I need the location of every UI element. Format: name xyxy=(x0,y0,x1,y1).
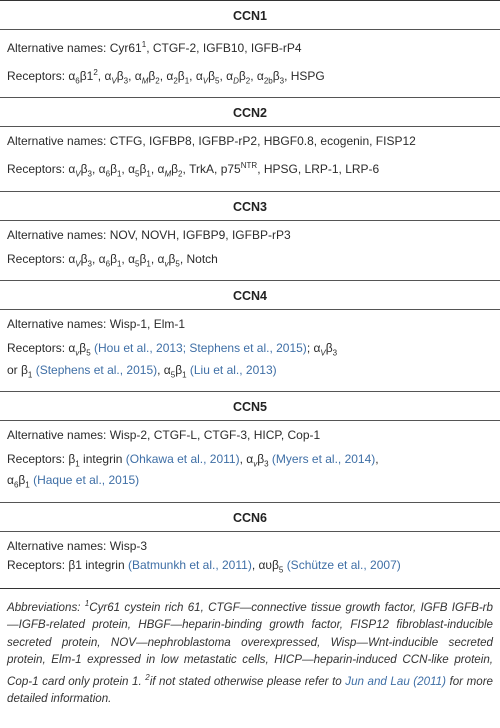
section-body xyxy=(0,310,500,391)
citation-link[interactable]: (Batmunkh et al., 2011) xyxy=(127,557,252,572)
citation-link[interactable]: Jun and Lau (2011) xyxy=(345,674,446,688)
section-body xyxy=(0,127,500,190)
citation-link[interactable]: (Myers et al., 2014) xyxy=(271,451,376,466)
alt-names-row: Alternative names: CTFG, IGFBP8, IGFBP-rP2, HBGF0.8, ecogenin, FISP12 xyxy=(7,134,416,149)
section-body xyxy=(0,421,500,502)
section-title: CCN1 xyxy=(0,0,500,30)
section-body xyxy=(0,532,500,588)
section-body xyxy=(0,30,500,97)
receptors-row: Receptors: $\alpha_V\beta_3$, $\alpha_6\beta_1$, $\alpha_5\beta_1$, $\alpha_v\beta_5$, Notch xyxy=(7,251,218,269)
alt-names-row: Alternative names: $Cyr61^1$, CTGF-2, IGFB10, IGFB-rP4 xyxy=(7,40,302,55)
citation-link[interactable]: (Liu et al., 2013) xyxy=(189,362,277,377)
section-title: CCN2 xyxy=(0,97,500,127)
alt-names-row: Alternative names: Wisp-3 xyxy=(7,538,148,553)
receptors-row: Receptors: $\alpha_v\beta_5$ (Hou et al., 2013; Stephens et al., 2015); $\alpha_V\beta_3$ or $\beta_1$ (Stephens et al., 2015), $\alpha_5\beta_1$ (Liu et al., 2013) xyxy=(7,341,338,379)
alt-names-row: Alternative names: NOV, NOVH, IGFBP9, IGFBP-rP3 xyxy=(7,227,291,242)
citation-link[interactable]: (Stephens et al., 2015) xyxy=(35,362,158,377)
citation-link[interactable]: (Schütze et al., 2007) xyxy=(286,557,401,572)
receptors-row: Receptors: $\alpha_6\beta 1^2$, $\alpha_V\beta_3$, $\alpha_M\beta_2$, $\alpha_2\beta_1$, $\alpha_V\beta_5$, $\alpha_D\beta_2$, $\alpha_{2b}\beta_3$, HSPG xyxy=(7,68,325,86)
citation-link[interactable]: (Haque et al., 2015) xyxy=(33,473,140,488)
citation-link[interactable]: (Hou et al., 2013; Stephens et al., 2015) xyxy=(94,341,307,356)
alt-names-row: Alternative names: Wisp-1, Elm-1 xyxy=(7,317,186,332)
section-body xyxy=(0,221,500,280)
section-title: CCN6 xyxy=(0,502,500,532)
alt-names-row: Alternative names: Wisp-2, CTGF-L, CTGF-3, HICP, Cop-1 xyxy=(7,427,321,442)
section-title: CCN3 xyxy=(0,191,500,221)
section-title: CCN5 xyxy=(0,391,500,421)
receptors-row: Receptors: β1 integrin (Batmunkh et al., 2011), αυβ$_5$ (Schütze et al., 2007) xyxy=(7,557,401,575)
receptors-row: Receptors: $\alpha_V\beta_3$, $\alpha_6\beta_1$, $\alpha_5\beta_1$, $\alpha_M\beta_2$, TrkA, $p75^{NTR}$, HPSG, LRP-1, LRP-6 xyxy=(7,161,380,179)
section-title: CCN4 xyxy=(0,280,500,310)
table-footnote: Abbreviations: $^1$Cyr61 cystein rich 61, CTGF—connective tissue growth factor, IGFB IGFB-rb—IGFB-related protein, HBGF—heparin-binding growth factor, FISP12 fibroblast-inducible secreted protein, NOV—nephroblastoma overexpressed, Wisp—Wnt-inducible secreted protein, Elm-1 expressed in low metastatic cells, HICP—heparin-induced CCN-like protein, Cop-1 card only protein 1. $^2$if not stated otherwise please refer to Jun and Lau (2011) for more detailed information. xyxy=(0,588,500,708)
citation-link[interactable]: (Ohkawa et al., 2011) xyxy=(125,451,240,466)
receptors-row: Receptors: $\beta_1$ integrin (Ohkawa et al., 2011), $\alpha_v\beta_3$ (Myers et al., 2014), $\alpha_6\beta_1$ (Haque et al., 2015) xyxy=(7,451,379,490)
